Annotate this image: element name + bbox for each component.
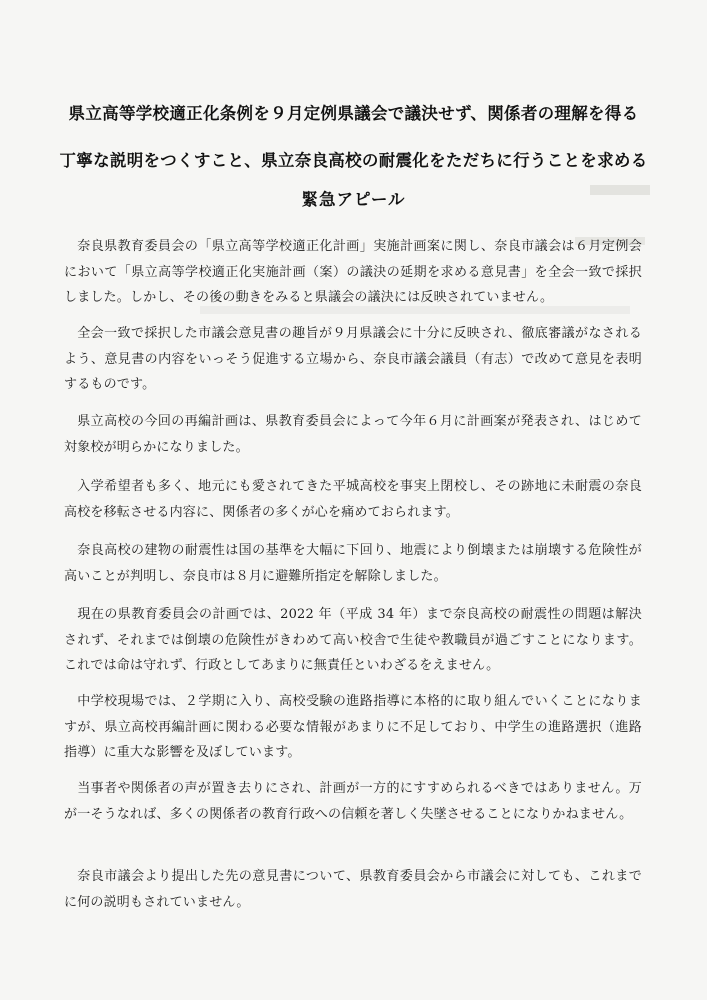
paragraph-5-text: 奈良高校の建物の耐震性は国の基準を大幅に下回り、地震により倒壊または崩壊する危険性が高いことが判明し、奈良市は８月に避難所指定を解除しました。	[64, 543, 642, 584]
title-line-2: 丁寧な説明をつくすこと、県立奈良高校の耐震化をただちに行うことを求める	[59, 151, 648, 170]
paragraph-7-text: 中学校現場では、２学期に入り、高校受験の進路指導に本格的に取り組んでいくことになりますが、県立高校再編計画に関わる必要な情報があまりに不足しており、中学生の進路選択（進路指導）に重大な影響を及ぼしています。	[64, 694, 642, 760]
paragraph-3	[64, 409, 642, 460]
paragraph-2-text: 全会一致で採択した市議会意見書の趣旨が９月県議会に十分に反映され、徹底審議がなされるよう、意見書の内容をいっそう促進する立場から、奈良市議会議員（有志）で改めて意見を表明するものです。	[64, 326, 642, 392]
paragraph-6	[64, 602, 642, 679]
paragraph-4	[64, 474, 642, 525]
paragraph-3-text: 県立高校の今回の再編計画は、県教育委員会によって今年６月に計画案が発表され、はじめて対象校が明らかになりました。	[64, 414, 642, 455]
paragraph-8-text: 当事者や関係者の声が置き去りにされ、計画が一方的にすすめられるべきではありません。万が一そうなれば、多くの関係者の教育行政への信頼を著しく失墜させることになりかねません。	[64, 781, 642, 822]
paragraph-5	[64, 538, 642, 589]
paragraph-1	[64, 234, 642, 311]
title-line-3: 緊急アピール	[301, 190, 406, 209]
paragraph-4-text: 入学希望者も多く、地元にも愛されてきた平城高校を事実上閉校し、その跡地に未耐震の奈良高校を移転させる内容に、関係者の多くが心を痛めておられます。	[64, 479, 642, 520]
paragraph-7	[64, 689, 642, 766]
paragraph-8	[64, 776, 642, 827]
paragraph-2	[64, 321, 642, 398]
paragraph-1-text: 奈良県教育委員会の「県立高等学校適正化計画」実施計画案に関し、奈良市議会は６月定例会において「県立高等学校適正化実施計画（案）の議決の延期を求める意見書」を全会一致で採択しました。しかし、その後の動きをみると県議会の議決には反映されていません。	[64, 239, 642, 305]
paragraph-6-text: 現在の県教育委員会の計画では、2022 年（平成 34 年）まで奈良高校の耐震性の問題は解決されず、それまでは倒壊の危険性がきわめて高い校舎で生徒や教職員が過ごすことになります。これでは命は守れず、行政としてあまりに無責任といわざるをえません。	[64, 607, 642, 673]
title-line-1: 県立高等学校適正化条例を９月定例県議会で議決せず、関係者の理解を得る	[68, 104, 639, 123]
paragraph-9	[64, 864, 642, 915]
paragraph-9-text: 奈良市議会より提出した先の意見書について、県教育委員会から市議会に対しても、これまでに何の説明もされていません。	[64, 869, 642, 910]
